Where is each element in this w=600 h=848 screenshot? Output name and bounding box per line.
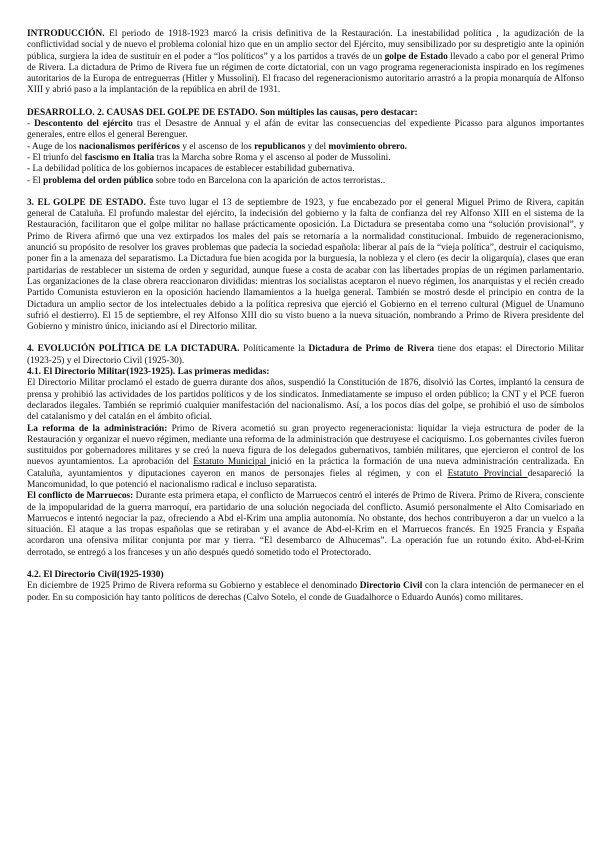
causa-2-text-1: - Auge de los bbox=[27, 141, 79, 152]
causa-2-bold-3: movimiento obrero. bbox=[328, 141, 407, 152]
reforma-text-2: inició en la práctica la formación de una nueva administración centralizada. En Cataluña, ayuntamientos y diputaciones cayeron en manos de personajes fieles al régimen, y con el bbox=[27, 457, 585, 479]
causa-2-text-2: y el ascenso de los bbox=[179, 141, 255, 152]
evolucion-paragraph bbox=[27, 344, 584, 367]
intro-paragraph bbox=[27, 29, 584, 97]
causa-5-bold: problema del orden público bbox=[43, 175, 154, 186]
causa-3-text-1: - El triunfo del bbox=[27, 152, 85, 163]
intro-bold-golpe: golpe de Estado bbox=[384, 51, 448, 62]
evolucion-text-1: Políticamente la bbox=[239, 344, 309, 355]
golpe-heading: 3. EL GOLPE DE ESTADO. bbox=[27, 197, 146, 208]
directorio-civil-heading: 4.2. El Directorio Civil(1925-1930) bbox=[27, 570, 164, 581]
causa-2-bold-2: republicanos bbox=[254, 141, 306, 152]
reforma-text-1: Primo de Rivera acometió su gran proyecto regeneracionista: liquidar la vieja estructura de poder de la Restauración y organizar el nuevo régimen, mediante una reforma de la administración que destruyese el caciquismo. Los gobernantes civiles fueron sustituidos por gobernadores militares y se creó la nueva figura de los delegados gubernativos, también militares, que ejercieron el control de los nuevos ayuntamientos. La aprobación del bbox=[27, 423, 585, 468]
causa-2-text-3: y del bbox=[305, 141, 329, 152]
directorio-civil-text-1: En diciembre de 1925 Primo de Rivera reforma su Gobierno y establece el denominado bbox=[27, 581, 360, 592]
marruecos-heading: El conflicto de Marruecos: bbox=[27, 491, 134, 502]
golpe-paragraph bbox=[27, 198, 584, 334]
marruecos-paragraph bbox=[27, 491, 584, 559]
reforma-paragraph bbox=[27, 424, 584, 492]
evolucion-text-2: tiene dos etapas: el Directorio Militar (1923-25) y el Directorio Civil (1925-30). bbox=[27, 344, 584, 366]
intro-heading: INTRODUCCIÓN. bbox=[27, 29, 105, 39]
causa-3-text-2: tras la Marcha sobre Roma y el ascenso al poder de Mussolini. bbox=[154, 152, 391, 163]
causa-3-bold: fascismo en Italia bbox=[84, 152, 155, 163]
golpe-text: Éste tuvo lugar el 13 de septiembre de 1923, y fue encabezado por el general Miguel Primo de Rivera, capitán general de Cataluña. El profundo malestar del ejército, la indecisión del gobierno y la falta de confianza del rey Alfonso XIII en el sistema de la Restauración, facilitaron que el golpe militar no hallase prácticamente oposición. La Dictadura se presentaba como una “solución provisional”, y Primo de Rivera afirmó que una vez extirpados los males del país se retornaría a la normalidad constitucional. Imbuido de regeneracionismo, anunció su propósito de resolver los graves problemas que padecía la sociedad española: liberar al país de la “vieja política”, destruir el caciquismo, poner fin a la amenaza del separatismo. La Dictadura fue bien acogida por la burguesía, la nobleza y el clero (es decir la oligarquía), clases que eran partidarias de restablecer un sistema de orden y seguridad, aunque fuese a costa de acabar con las libertades propias de un régimen parlamentario. Las organizaciones de la clase obrera reaccionaron divididas: mientras los socialistas aceptaron el nuevo régimen, los anarquistas y el recién creado Partido Comunista estuvieron en la oposición haciendo llamamientos a la huelga general. También se mostró desde el principio en contra de la Dictadura un amplio sector de los intelectuales debido a la política represiva que ejerció el Gobierno en el terreno cultural (Miguel de Unamuno sufrió el destierro). El 15 de septiembre, el rey Alfonso XIII dio su visto bueno a la nueva situación, nombrando a Primo de Rivera presidente del Gobierno y ministro único, iniciando así el Directorio militar. bbox=[27, 197, 584, 333]
evolucion-bold-dictadura: Dictadura de Primo de Rivera bbox=[308, 344, 435, 355]
causa-5-text-2: sobre todo en Barcelona con la aparición de actos terroristas.. bbox=[153, 175, 386, 186]
directorio-militar-text: El Directorio Militar proclamó el estado de guerra durante dos años, suspendió la Constitución de 1876, disolvió las Cortes, implantó la censura de prensa y prohibió las actividades de los partidos políticos y de los sindicatos. Inmediatamente se impuso el orden público; la CNT y el PCE fueron declarados ilegales. También se reprimió cualquier manifestación del nacionalismo. Así, a los pocos días del golpe, se prohibió el uso de símbolos del catalanismo y del catalán en el ámbito oficial. bbox=[27, 378, 584, 423]
intro-text-2: llevado a cabo por el general Primo de Rivera. La dictadura de Primo de Rivera fue un régimen de corte dictatorial, con un vago programa regeneracionista inspirado en los regímenes autoritarios de la Europa de entreguerras (Hitler y Mussolini). El fracaso del regeneracionismo autoritario arrastró a la propia monarquía de Alfonso XIII y abrió paso a la implantación de la república en abril de 1931. bbox=[27, 51, 584, 96]
causa-1-text: tras el Desastre de Annual y el afán de evitar las consecuencias del expediente Picasso para algunos importantes generales, entre ellos el general Berenguer. bbox=[27, 119, 584, 141]
evolucion-heading: 4. EVOLUCIÓN POLÍTICA DE LA DICTADURA. bbox=[27, 344, 240, 355]
desarrollo-heading: DESARROLLO. 2. CAUSAS DEL GOLPE DE ESTADO. Son múltiples las causas, pero destacar: bbox=[27, 107, 418, 118]
causa-item-3 bbox=[27, 153, 584, 164]
causa-item-1: - Descontento del ejército tras el Desastre de Annual y el afán de evitar las consecuencias del expediente Picasso para algunos importantes generales, entre ellos el general Berenguer. bbox=[27, 119, 584, 141]
reforma-heading: La reforma de la administración: bbox=[27, 423, 168, 434]
causa-item-4: - La debilidad política de los gobiernos incapaces de establecer estabilidad gubernativa. bbox=[27, 164, 355, 175]
causa-2-bold-1: nacionalismos periféricos bbox=[78, 141, 180, 152]
marruecos-text: Durante esta primera etapa, el conflicto de Marruecos centró el interés de Primo de Rivera. Primo de Rivera, consciente de la impopularidad de la guerra marroquí, era partidario de una solución negociada del conflicto. Asumió personalmente el Alto Comisariado en Marruecos e intentó negociar la paz, ofreciendo a Abd el-Krim una amplia autonomía. No obstante, dos hechos contribuyeron a dar un vuelco a la situación. El ataque a las tropas españolas que se retiraban y el avance de Abd-el-Krim en el Marruecos francés. En 1925 Francia y España acordaron una ofensiva militar conjunta por mar y tierra. “El desembarco de Alhucemas”. La operación fue un rotundo éxito. Abd-el-Krim derrotado, se entregó a los franceses y un año después quedó sometido todo el Protectorado. bbox=[27, 491, 584, 558]
reforma-text-3: desapareció la Mancomunidad, lo que potenció el nacionalismo radical e incluso separatista. bbox=[27, 468, 584, 490]
directorio-civil-text bbox=[27, 581, 584, 604]
causa-item-5 bbox=[27, 176, 584, 187]
directorio-militar-heading: 4.1. El Directorio Militar(1923-1925). Las primeras medidas: bbox=[27, 367, 270, 378]
intro-text-1: El periodo de 1918-1923 marcó la crisis definitiva de la Restauración. La inestabilidad política , la agudización de la conflictividad social y de nuevo el problema colonial hizo que en un amplio sector del Ejército, muy sensibilizado por su despretigio ante la opinión pública, surgiera la idea de sustituir en el poder a “los políticos” y a los partidos a través de un bbox=[27, 29, 584, 62]
causa-5-text-1: - El bbox=[27, 175, 44, 186]
estatuto-municipal: Estatuto Municipal bbox=[193, 457, 271, 468]
estatuto-provincial: Estatuto Provincial bbox=[447, 468, 528, 479]
directorio-civil-text-2: con la clara intención de permanecer en el poder. En su composición hay tanto políticos de derechas (Calvo Sotelo, el conde de Guadalhorce o Eduardo Aunós) como militares. bbox=[27, 581, 585, 603]
causa-1-bold: Descontento del ejército bbox=[34, 119, 133, 130]
directorio-civil-bold: Directorio Civil bbox=[359, 581, 423, 592]
causa-item-2 bbox=[27, 142, 584, 153]
